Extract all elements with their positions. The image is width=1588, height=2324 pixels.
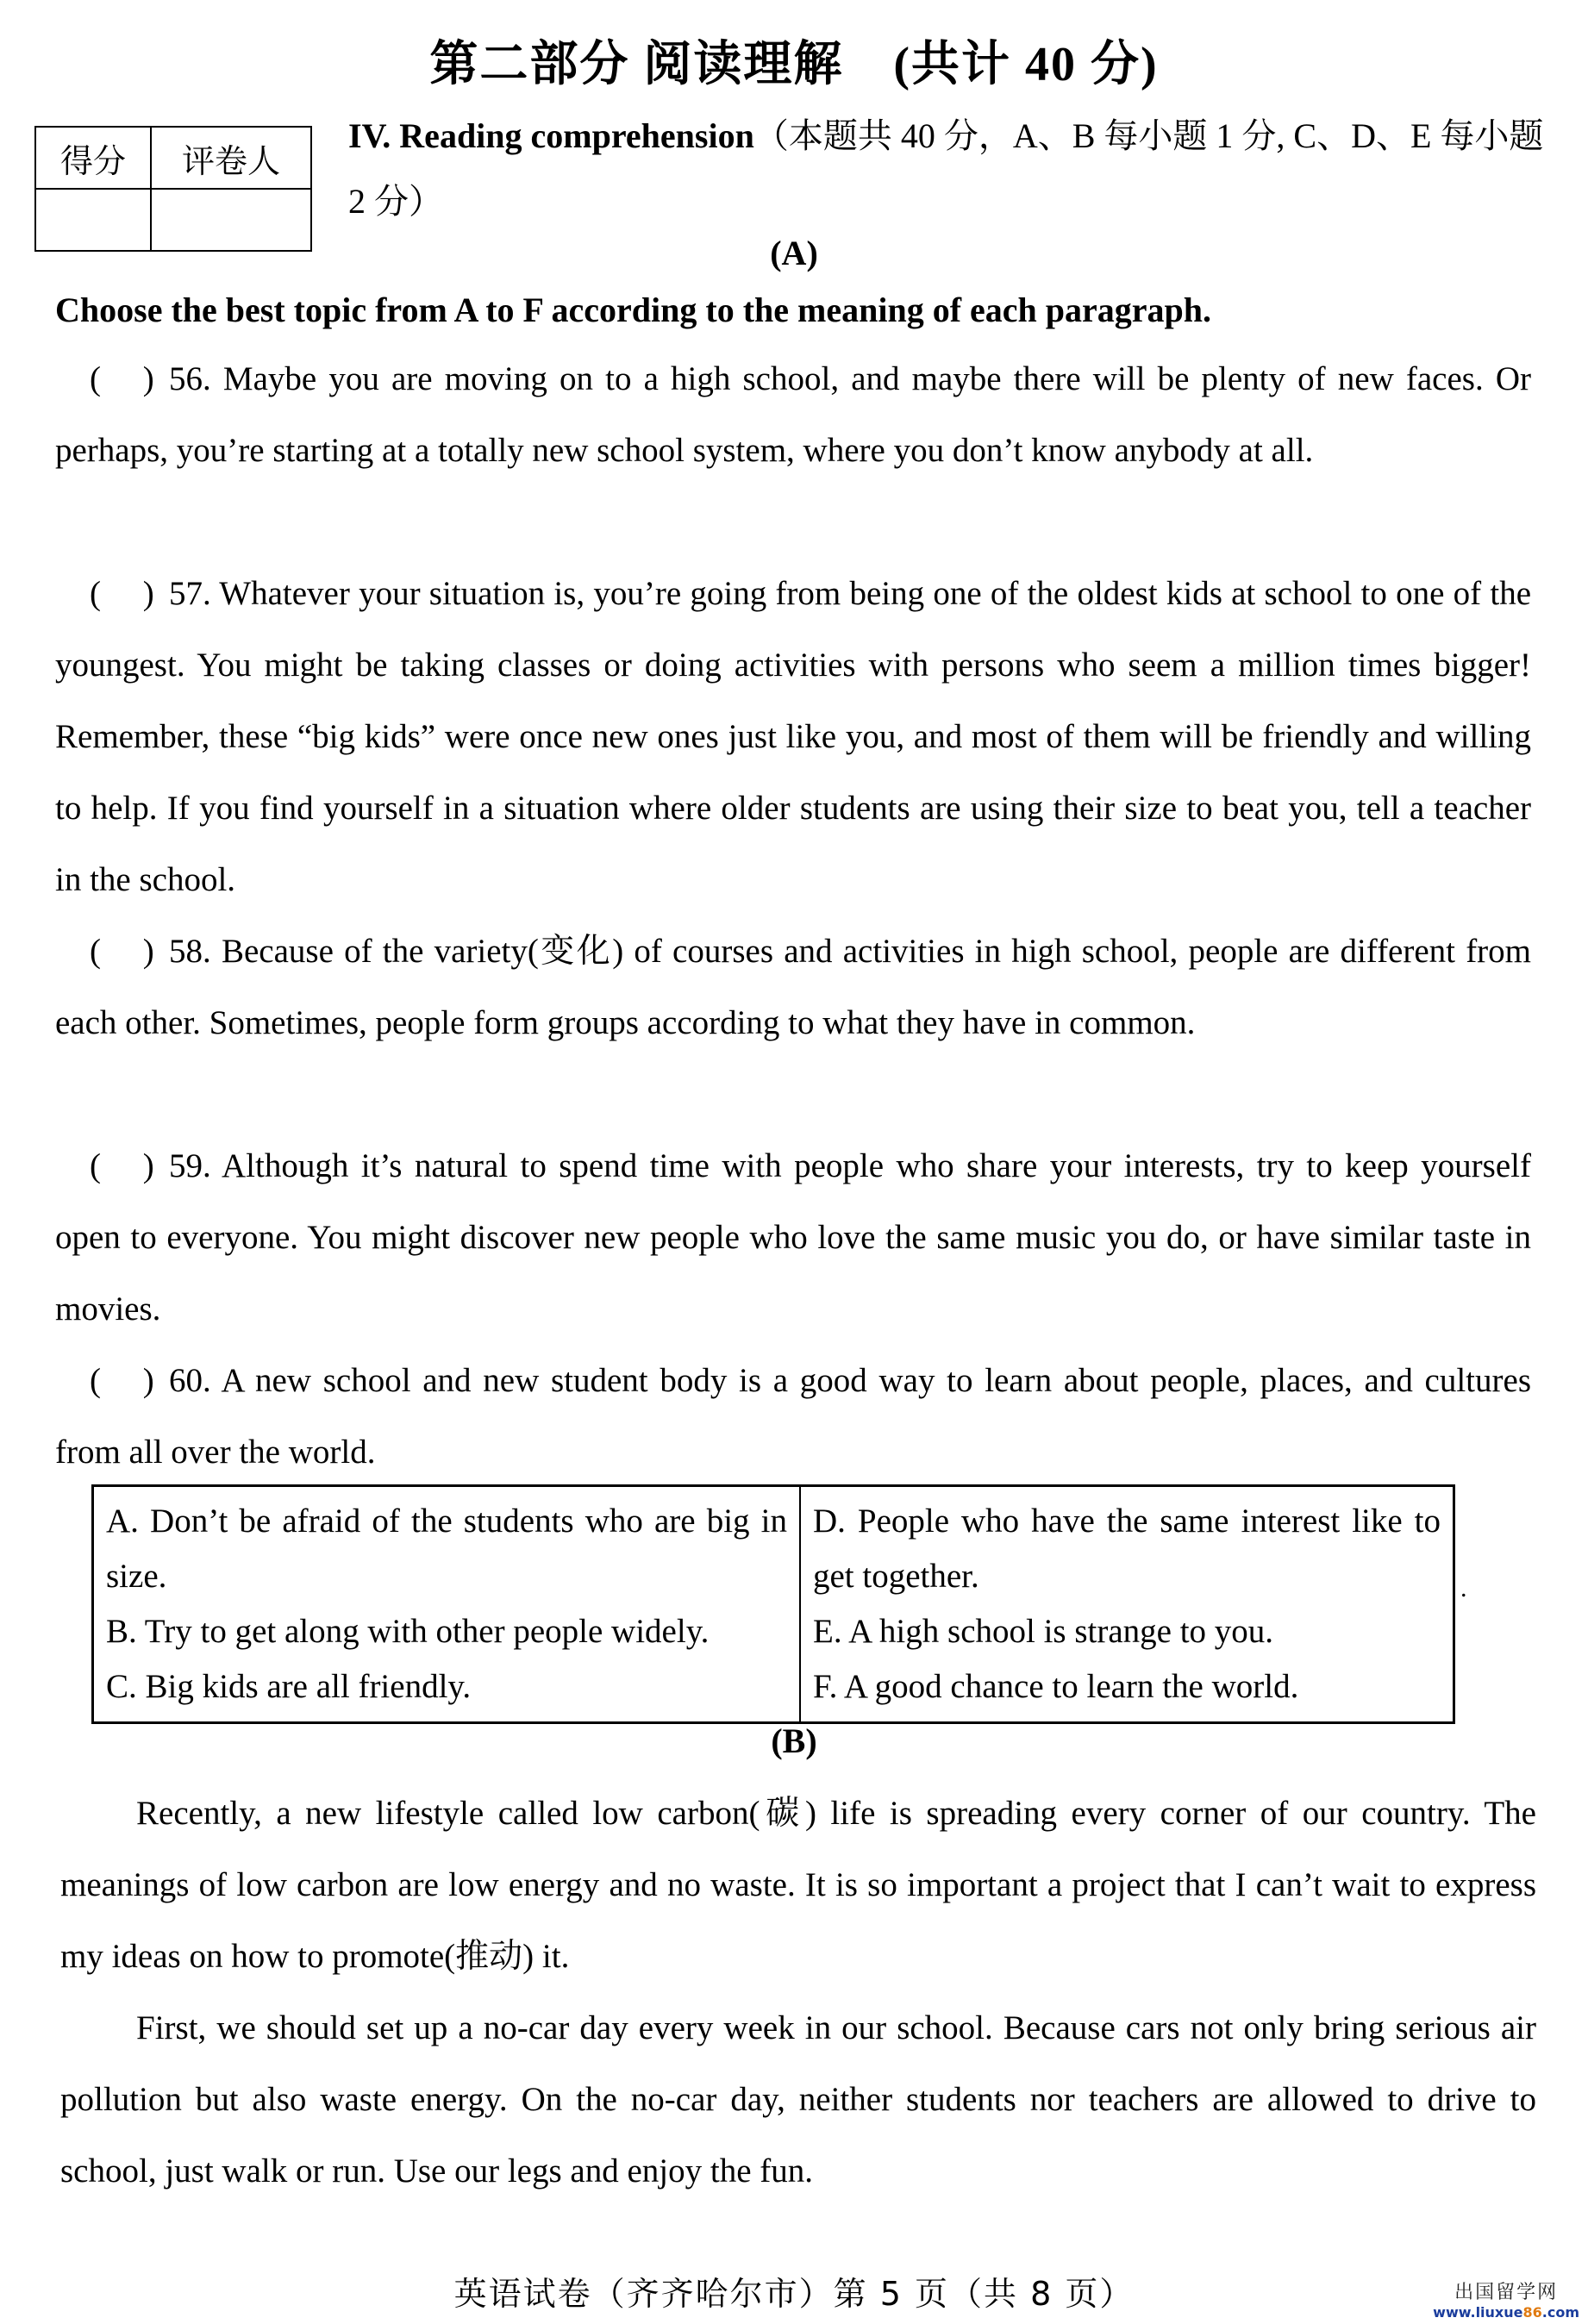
question-60 [55, 1345, 1531, 1488]
options-table [91, 1484, 1455, 1724]
question-number: 58. [169, 933, 211, 970]
question-56 [55, 343, 1531, 486]
question-text: Because of the variety(变化) of courses and activities in high school, people are different from each other. Sometimes, people form groups according to what they have in common. [55, 933, 1532, 1041]
part-a-instruction: Choose the best topic from A to F according to the meaning of each paragraph. [55, 290, 1212, 329]
question-number: 56. [169, 360, 211, 397]
part-a-label: (A) [770, 234, 818, 272]
passage-b-paragraph-2: First, we should set up a no-car day every week in our school. Because cars not only bring serious air pollution but also waste energy. On the no-car day, neither students nor teachers are allowed to drive to school, just walk or run. Use our legs and enjoy the fun. [60, 2009, 1536, 2190]
question-58 [55, 915, 1531, 1059]
answer-blank[interactable]: ( ) [90, 933, 154, 970]
option-c: C. Big kids are all friendly. [106, 1668, 472, 1705]
stray-mark: . [1460, 1574, 1467, 1602]
option-f: F. A good chance to learn the world. [813, 1668, 1299, 1705]
question-text: Maybe you are moving on to a high school, and maybe there will be plenty of new faces. Or perhaps, you’re starting at a totally new school system, where you don’t know anybody at all. [55, 360, 1532, 469]
section-heading-note: （本题共 40 分，A、B 每小题 1 分, C、D、E 每小题 2 分） [348, 116, 1544, 221]
option-b: B. Try to get along with other people widely. [106, 1613, 710, 1650]
score-header: 得分 [35, 127, 151, 189]
answer-blank[interactable]: ( ) [90, 1362, 154, 1399]
watermark [1433, 2277, 1579, 2321]
option-d: D. People who have the same interest like to get together. [813, 1502, 1441, 1595]
options-right-column [800, 1486, 1454, 1723]
question-text: Whatever your situation is, you’re going from being one of the oldest kids at school to one of the youngest. You might be taking classes or doing activities with persons who seem a million times bigger! Remember, these “big kids” were once new ones just like you, and most of them will be friendly and willing to help. If you find yourself in a situation where older students are using their size to beat you, tell a teacher in the school. [55, 575, 1532, 898]
option-a: A. Don’t be afraid of the students who are big in size. [106, 1502, 787, 1595]
question-number: 60. [169, 1362, 211, 1399]
question-number: 57. [169, 575, 211, 612]
question-57 [55, 558, 1531, 915]
passage-b-paragraph-1: Recently, a new lifestyle called low carbon(碳) life is spreading every corner of our country. The meanings of low carbon are low energy and no waste. It is so important a project that I can’t wait to express my ideas on how to promote(推动) it. [60, 1795, 1536, 1975]
question-number: 59. [169, 1147, 211, 1184]
watermark-url [1433, 2304, 1579, 2321]
answer-blank[interactable]: ( ) [90, 575, 154, 612]
watermark-url-suffix: .com [1541, 2304, 1579, 2321]
section-heading-title: IV. Reading comprehension [348, 116, 754, 155]
question-59 [55, 1130, 1531, 1345]
part-b-label: (B) [771, 1721, 817, 1760]
page-footer: 英语试卷（齐齐哈尔市）第 5 页（共 8 页） [453, 2275, 1135, 2313]
grader-header: 评卷人 [151, 127, 311, 189]
watermark-name: 出国留学网 [1454, 2282, 1559, 2303]
section-heading [348, 103, 1555, 234]
watermark-url-prefix: www.liuxue [1433, 2304, 1523, 2321]
answer-blank[interactable]: ( ) [90, 1147, 154, 1184]
option-e: E. A high school is strange to you. [813, 1613, 1274, 1650]
question-text: A new school and new student body is a good way to learn about people, places, and cultures from all over the world. [55, 1362, 1531, 1471]
options-left-column [93, 1486, 801, 1723]
answer-blank[interactable]: ( ) [90, 360, 154, 397]
page-title: 第二部分 阅读理解 (共计 40 分) [429, 38, 1159, 91]
watermark-url-highlight: 86 [1522, 2304, 1542, 2321]
question-text: Although it’s natural to spend time with people who share your interests, try to keep yourself open to everyone. You might discover new people who love the same music you do, or have similar taste in movies. [55, 1147, 1531, 1328]
